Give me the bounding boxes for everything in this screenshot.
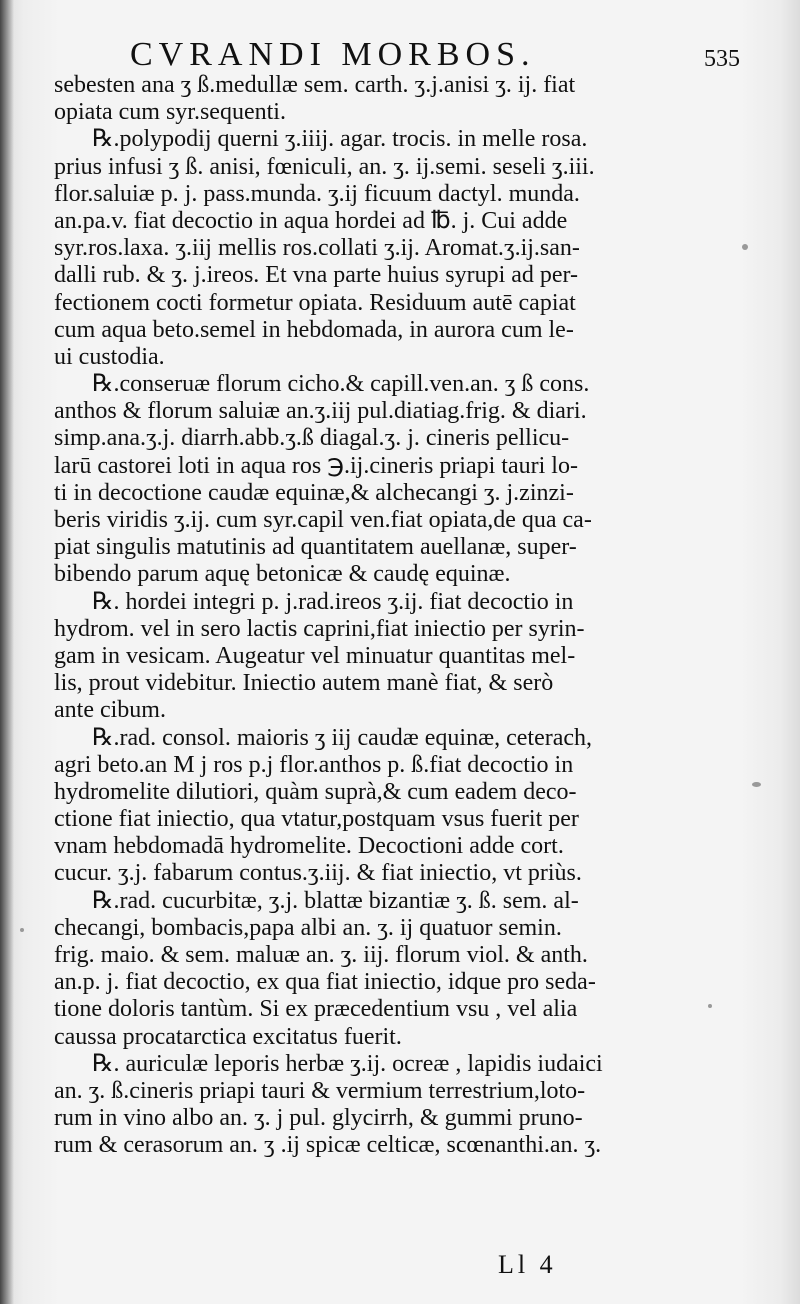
text-line: flor.saluiæ p. j. pass.munda. ʒ.ij ficuum dactyl. munda. xyxy=(54,180,580,207)
text-line: simp.ana.ʒ.j. diarrh.abb.ʒ.ß diagal.ʒ. j. cineris pellicu- xyxy=(54,425,570,452)
text-line: ℞. auriculæ leporis herbæ ʒ.ij. ocreæ , lapidis iudaici xyxy=(92,1050,603,1077)
running-title: CVRANDI MORBOS. xyxy=(130,36,536,73)
paper-speck xyxy=(708,1004,712,1008)
text-line: hydrom. vel in sero lactis caprini,fiat iniectio per syrin- xyxy=(54,615,585,642)
text-line: ℞. hordei integri p. j.rad.ireos ʒ.ij. fiat decoctio in xyxy=(92,588,574,615)
text-line: an. ʒ. ß.cineris priapi tauri & vermium terrestrium,loto- xyxy=(54,1077,586,1104)
signature-mark: Ll 4 xyxy=(498,1250,557,1279)
text-line: opiata cum syr.sequenti. xyxy=(54,99,286,126)
text-line: vnam hebdomadā hydromelite. Decoctioni adde cort. xyxy=(54,833,564,860)
text-line: lis, prout videbitur. Iniectio autem manè fiat, & serò xyxy=(54,670,554,697)
text-line: tione doloris tantùm. Si ex præcedentium vsu , vel alia xyxy=(54,996,578,1023)
text-line: ℞.rad. consol. maioris ʒ iij caudæ equinæ, ceterach, xyxy=(92,724,593,751)
text-line: dalli rub. & ʒ. j.ireos. Et vna parte huius syrupi ad per- xyxy=(54,262,579,289)
text-line: sebesten ana ʒ ß.medullæ sem. carth. ʒ.j.anisi ʒ. ij. fiat xyxy=(54,72,576,98)
paper-speck xyxy=(20,928,24,932)
text-line: prius infusi ʒ ß. anisi, fœniculi, an. ʒ. ij.semi. seseli ʒ.iii. xyxy=(54,153,595,180)
text-line: anthos & florum saluiæ an.ʒ.iij pul.diatiag.frig. & diari. xyxy=(54,398,587,425)
body-text xyxy=(54,72,670,1160)
text-line: rum & cerasorum an. ʒ .ij spicæ celticæ, scœnanthi.an. ʒ. xyxy=(54,1132,602,1159)
text-line: cum aqua beto.semel in hebdomada, in aurora cum le- xyxy=(54,316,574,343)
text-line: ui custodia. xyxy=(54,343,165,370)
text-line: cucur. ʒ.j. fabarum contus.ʒ.iij. & fiat iniectio, vt priùs. xyxy=(54,860,582,887)
text-line: ti in decoctione caudæ equinæ,& alchecangi ʒ. j.zinzi- xyxy=(54,479,574,506)
text-line: agri beto.an M j ros p.j flor.anthos p. ß.fiat decoctio in xyxy=(54,751,574,778)
text-line: checangi, bombacis,papa albi an. ʒ. ij quatuor semin. xyxy=(54,914,562,941)
text-line: frig. maio. & sem. maluæ an. ʒ. iij. florum viol. & anth. xyxy=(54,942,588,968)
page-number: 535 xyxy=(704,46,740,72)
text-line: ℞.conseruæ florum cicho.& capill.ven.an. ʒ ß cons. xyxy=(92,371,590,398)
text-line: ℞.rad. cucurbitæ, ʒ.j. blattæ bizantiæ ʒ. ß. sem. al- xyxy=(92,887,579,914)
text-line: gam in vesicam. Augeatur vel minuatur quantitas mel- xyxy=(54,642,576,669)
text-line: rum in vino albo an. ʒ. j pul. glycirrh, & gummi pruno- xyxy=(54,1105,583,1132)
text-line: an.p. j. fiat decoctio, ex qua fiat iniectio, idque pro seda- xyxy=(54,969,596,996)
text-line: fectionem cocti formetur opiata. Residuum autē capiat xyxy=(54,289,576,316)
text-line: hydromelite dilutiori, quàm suprà,& cum eadem deco- xyxy=(54,778,577,805)
text-line: caussa procatarctica excitatus fuerit. xyxy=(54,1023,402,1050)
text-line: ante cibum. xyxy=(54,697,166,724)
text-line: ctione fiat iniectio, qua vtatur,postquam vsus fuerit per xyxy=(54,806,579,833)
text-line: beris viridis ʒ.ij. cum syr.capil ven.fiat opiata,de qua ca- xyxy=(54,507,592,533)
text-line: ℞.polypodij querni ʒ.iiij. agar. trocis. in melle rosa. xyxy=(92,126,588,153)
running-head xyxy=(130,28,740,76)
gutter-shadow xyxy=(0,0,14,1304)
paper-speck xyxy=(752,782,761,787)
text-line: bibendo parum aquę betonicæ & caudę equinæ. xyxy=(54,561,511,588)
text-line: piat singulis matutinis ad quantitatem auellanæ, super- xyxy=(54,534,577,561)
paper-speck xyxy=(742,244,748,250)
text-line: larū castorei loti in aqua ros ℈.ij.cineris priapi tauri lo- xyxy=(54,452,578,479)
text-line: syr.ros.laxa. ʒ.iij mellis ros.collati ʒ.ij. Aromat.ʒ.ij.san- xyxy=(54,235,580,262)
text-line: an.pa.v. fiat decoctio in aqua hordei ad ℔. j. Cui adde xyxy=(54,207,568,234)
